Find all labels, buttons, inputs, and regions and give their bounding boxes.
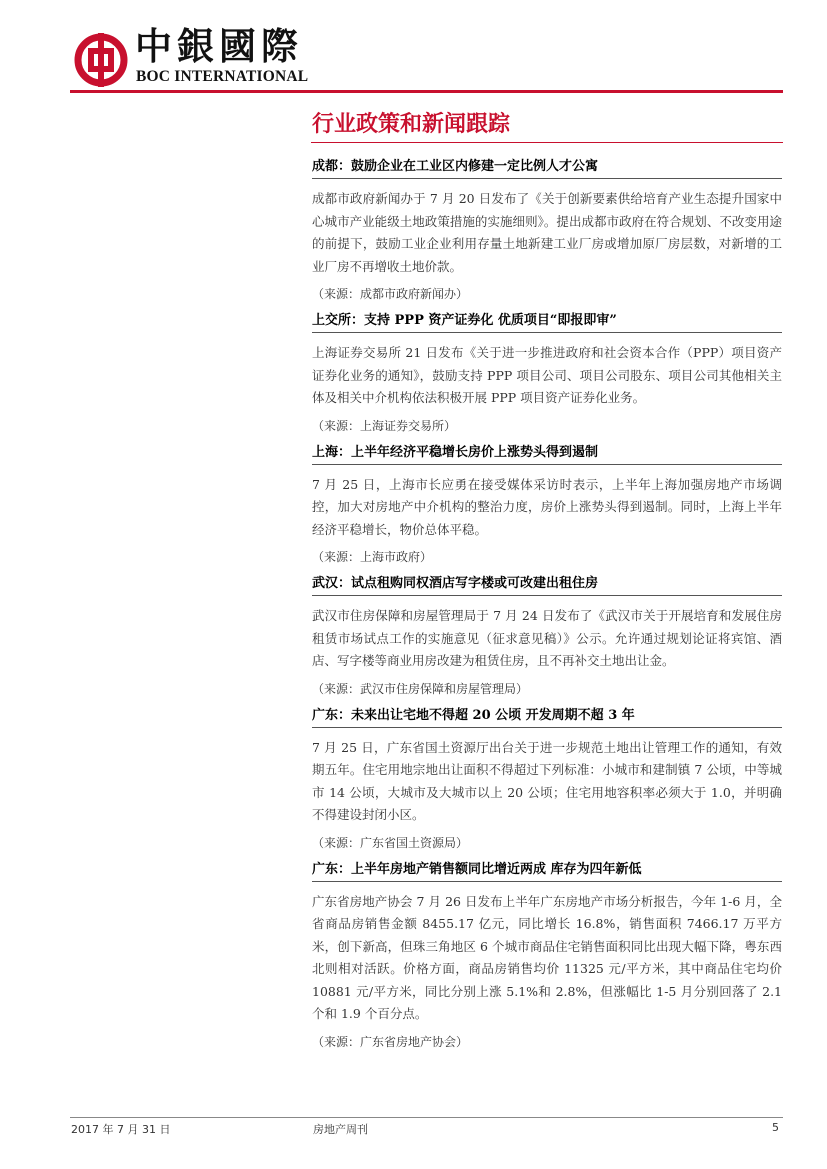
footer-publication-name: 房地产周刊 xyxy=(313,1123,368,1136)
footer-divider xyxy=(70,1117,783,1118)
news-source: （来源：广东省房地产协会） xyxy=(312,1034,469,1049)
page-header xyxy=(0,0,827,96)
news-headline: 广东：未来出让宅地不得超 20 公顷 开发周期不超 3 年 xyxy=(312,706,782,728)
news-source: （来源：成都市政府新闻办） xyxy=(312,287,469,301)
logo-english-name: BOC INTERNATIONAL xyxy=(136,68,309,85)
header-divider xyxy=(70,90,783,93)
news-body: 7 月 25 日，广东省国土资源厅出台关于进一步规范土地出让管理工作的通知，有效期五年。住宅用地宗地出让面积不得超过下列标准：小城市和建制镇 7 公顷，中等城市 14 公顷，大城市及大城市以上 20 公顷；住宅用地容积率必须大于 1.0，并明确不得建设封闭小区。 xyxy=(312,739,782,822)
news-headline: 成都：鼓励企业在工业区内修建一定比例人才公寓 xyxy=(312,157,782,179)
news-source: （来源：广东省国土资源局） xyxy=(312,835,469,850)
boc-logo-icon xyxy=(74,33,128,87)
page-number: 5 xyxy=(772,1121,779,1134)
news-headline: 上海：上半年经济平稳增长房价上涨势头得到遏制 xyxy=(312,443,782,465)
news-list xyxy=(312,157,782,1059)
footer-date: 2017 年 7 月 31 日 xyxy=(71,1123,171,1136)
news-source: （来源：上海证券交易所） xyxy=(312,418,457,433)
news-item-shanghai xyxy=(312,443,782,568)
section-title-divider xyxy=(311,142,783,143)
news-item-chengdu xyxy=(312,157,782,304)
news-body: 7 月 25 日，上海市长应勇在接受媒体采访时表示，上半年上海加强房地产市场调控，加大对房地产中介机构的整治力度，房价上涨势头得到遏制。同时，上海上半年经济平稳增长，物价总体平稳。 xyxy=(312,476,782,537)
news-item-wuhan xyxy=(312,574,782,699)
news-source: （来源：上海市政府） xyxy=(312,550,433,564)
news-item-guangdong-sales xyxy=(312,860,782,1052)
news-body: 上海证券交易所 21 日发布《关于进一步推进政府和社会资本合作（PPP）项目资产证券化业务的通知》，鼓励支持 PPP 项目公司、项目公司股东、项目公司其他相关主体及相关中介机构依法积极开展 PPP 项目资产证券化业务。 xyxy=(312,345,782,405)
news-source: （来源：武汉市住房保障和房屋管理局） xyxy=(312,681,529,696)
news-headline: 武汉：试点租购同权酒店写字楼或可改建出租住房 xyxy=(312,574,782,596)
section-title: 行业政策和新闻跟踪 xyxy=(312,111,511,137)
news-item-sse xyxy=(312,311,782,436)
news-headline: 广东：上半年房地产销售额同比增近两成 库存为四年新低 xyxy=(312,860,782,882)
logo-chinese-name: 中銀國際 xyxy=(135,24,303,68)
news-body: 成都市政府新闻办于 7 月 20 日发布了《关于创新要素供给培育产业生态提升国家中心城市产业能级土地政策措施的实施细则》。提出成都市政府在符合规划、不改变用途的前提下，鼓励工业企业利用存量土地新建工业厂房或增加原厂房层数，对新增的工业厂房不再增收土地价款。 xyxy=(312,191,782,274)
news-headline: 上交所：支持 PPP 资产证券化 优质项目“即报即审” xyxy=(312,311,782,333)
news-body: 广东省房地产协会 7 月 26 日发布上半年广东房地产市场分析报告，今年 1-6 月，全省商品房销售金额 8455.17 亿元，同比增长 16.8%，销售面积 7466.17 万平方米，创下新高，但珠三角地区 6 个城市商品住宅销售面积同比出现大幅下降，粤东西北则相对活跃。价格方面，商品房销售均价 11325 元/平方米，其中商品住宅均价 10881 元/平方米，同比分别上涨 5.1%和 2.8%，但涨幅比 1-5 月分别回落了 2.1 个和 1.9 个百分点。 xyxy=(312,893,782,1021)
news-item-guangdong-land xyxy=(312,706,782,853)
news-body: 武汉市住房保障和房屋管理局于 7 月 24 日发布了《武汉市关于开展培育和发展住房租赁市场试点工作的实施意见（征求意见稿）》公示。允许通过规划论证将宾馆、酒店、写字楼等商业用房改建为租赁住房，且不再补交土地出让金。 xyxy=(312,608,782,668)
